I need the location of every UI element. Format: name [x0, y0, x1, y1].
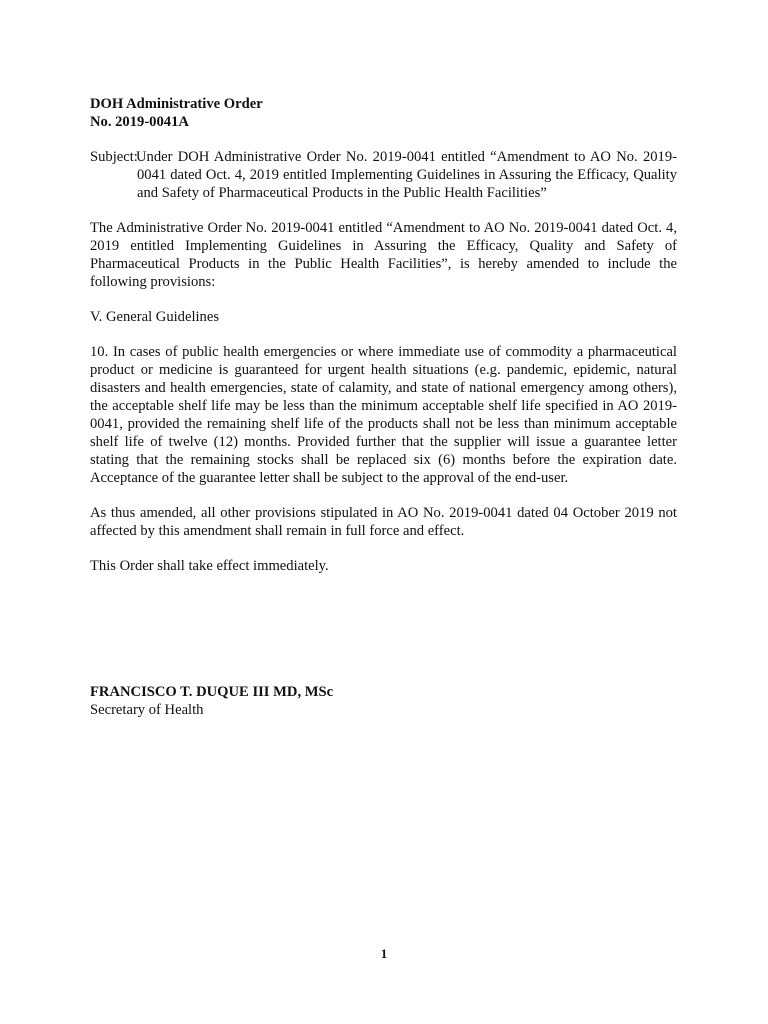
- order-number: No. 2019-0041A: [90, 114, 189, 130]
- document-header: [90, 95, 677, 131]
- subject-label: Subject:: [90, 149, 138, 165]
- signatory-title: Secretary of Health: [90, 702, 204, 718]
- subject-block: [90, 148, 677, 202]
- provision-paragraph: 10. In cases of public health emergencies or where immediate use of commodity a pharmaceutical product or medicine is guaranteed for urgent health situations (e.g. pandemic, epidemic, natural disasters and health emergencies, state of calamity, and state of national emergency among others), the acceptable shelf life may be less than the minimum acceptable shelf life specified in AO 2019-0041, provided the remaining shelf life of the products shall not be less than minimum acceptable shelf life of twelve (12) months. Provided further that the supplier will issue a guarantee letter stating that the remaining stocks shall be replaced six (6) months before the expiration date. Acceptance of the guarantee letter shall be subject to the approval of the end-user.: [90, 344, 677, 486]
- document-content: [90, 95, 677, 592]
- signatory-name: FRANCISCO T. DUQUE III MD, MSc: [90, 684, 334, 700]
- amendment-paragraph: As thus amended, all other provisions stipulated in AO No. 2019-0041 dated 04 October 2019 not affected by this amendment shall remain in full force and effect.: [90, 505, 677, 539]
- intro-paragraph: The Administrative Order No. 2019-0041 entitled “Amendment to AO No. 2019-0041 dated Oct. 4, 2019 entitled Implementing Guidelines in Assuring the Efficacy, Quality and Safety of Pharmaceutical Products in the Public Health Facilities”, is hereby amended to include the following provisions:: [90, 220, 677, 290]
- section-heading: V. General Guidelines: [90, 309, 220, 325]
- page-number: 1: [380, 946, 388, 961]
- subject-text: Under DOH Administrative Order No. 2019-0041 entitled “Amendment to AO No. 2019-0041 dated Oct. 4, 2019 entitled Implementing Guidelines in Assuring the Efficacy, Quality and Safety of Pharmaceutical Products in the Public Health Facilities”: [136, 149, 677, 201]
- effectivity-paragraph: This Order shall take effect immediately.: [90, 558, 329, 574]
- order-title: DOH Administrative Order: [90, 96, 263, 112]
- signature-block: [90, 683, 333, 719]
